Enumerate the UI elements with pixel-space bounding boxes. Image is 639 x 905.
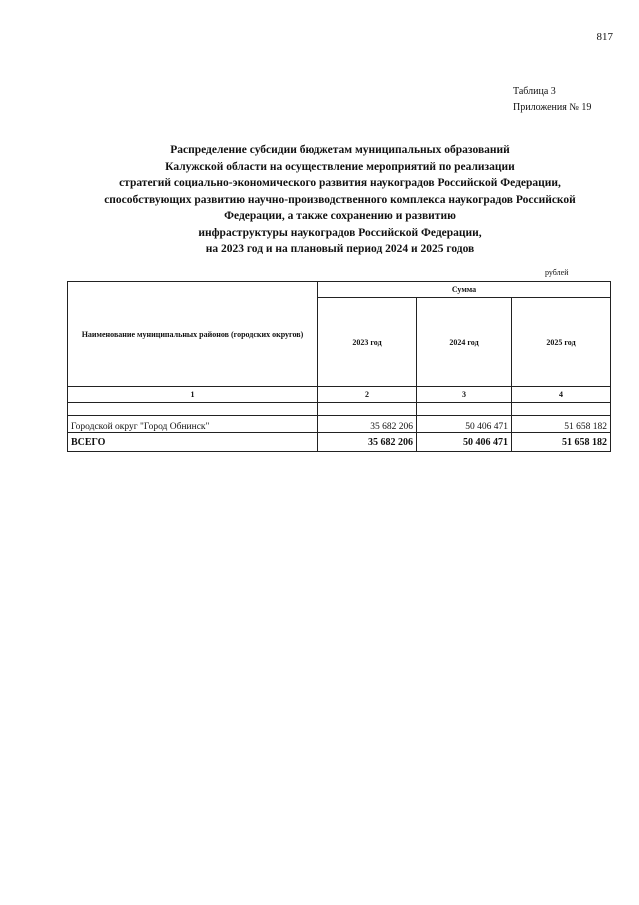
title-line: инфраструктуры наукоградов Российской Федерации, [198, 226, 482, 239]
municipality-name: Городской округ "Город Обнинск" [68, 416, 318, 433]
amount-2025: 51 658 182 [512, 416, 611, 433]
spacer-cell [512, 403, 611, 416]
table-row [68, 416, 611, 433]
amount-2023: 35 682 206 [318, 416, 417, 433]
sum-column-header: Сумма [318, 282, 611, 298]
year-header-2024: 2024 год [417, 298, 512, 387]
column-number: 2 [318, 387, 417, 403]
title-line: Распределение субсидии бюджетам муниципальных образований [170, 144, 510, 156]
total-row [68, 433, 611, 452]
table-ref-line: Таблица 3 [513, 86, 556, 97]
column-number: 3 [417, 387, 512, 403]
title-line: Калужской области на осуществление мероприятий по реализации [165, 160, 515, 173]
spacer-cell [417, 403, 512, 416]
year-header-2025: 2025 год [512, 298, 611, 387]
spacer-row [68, 403, 611, 416]
spacer-cell [318, 403, 417, 416]
page-number: 817 [596, 31, 613, 43]
appendix-ref-line: Приложения № 19 [513, 102, 592, 113]
table-reference [513, 84, 591, 116]
column-number: 1 [68, 387, 318, 403]
title-line: на 2023 год и на плановый период 2024 и 2025 годов [205, 243, 475, 255]
title-line: способствующих развитию научно-производственного комплекса наукоградов Российской [104, 193, 576, 206]
total-2025: 51 658 182 [512, 433, 611, 452]
spacer-cell [68, 403, 318, 416]
total-2024: 50 406 471 [417, 433, 512, 452]
column-number-row [68, 387, 611, 403]
total-2023: 35 682 206 [318, 433, 417, 452]
title-line: Федерации, а также сохранению и развитию [224, 210, 456, 222]
column-number: 4 [512, 387, 611, 403]
amount-2024: 50 406 471 [417, 416, 512, 433]
total-label: ВСЕГО [68, 433, 318, 452]
year-header-2023: 2023 год [318, 298, 417, 387]
subsidy-table [67, 281, 611, 452]
units-label: рублей [545, 268, 569, 277]
header-row [68, 282, 611, 298]
document-title [60, 142, 620, 258]
title-line: стратегий социально-экономического развития наукоградов Российской Федерации, [119, 177, 561, 189]
name-column-header: Наименование муниципальных районов (городских округов) [68, 282, 318, 387]
